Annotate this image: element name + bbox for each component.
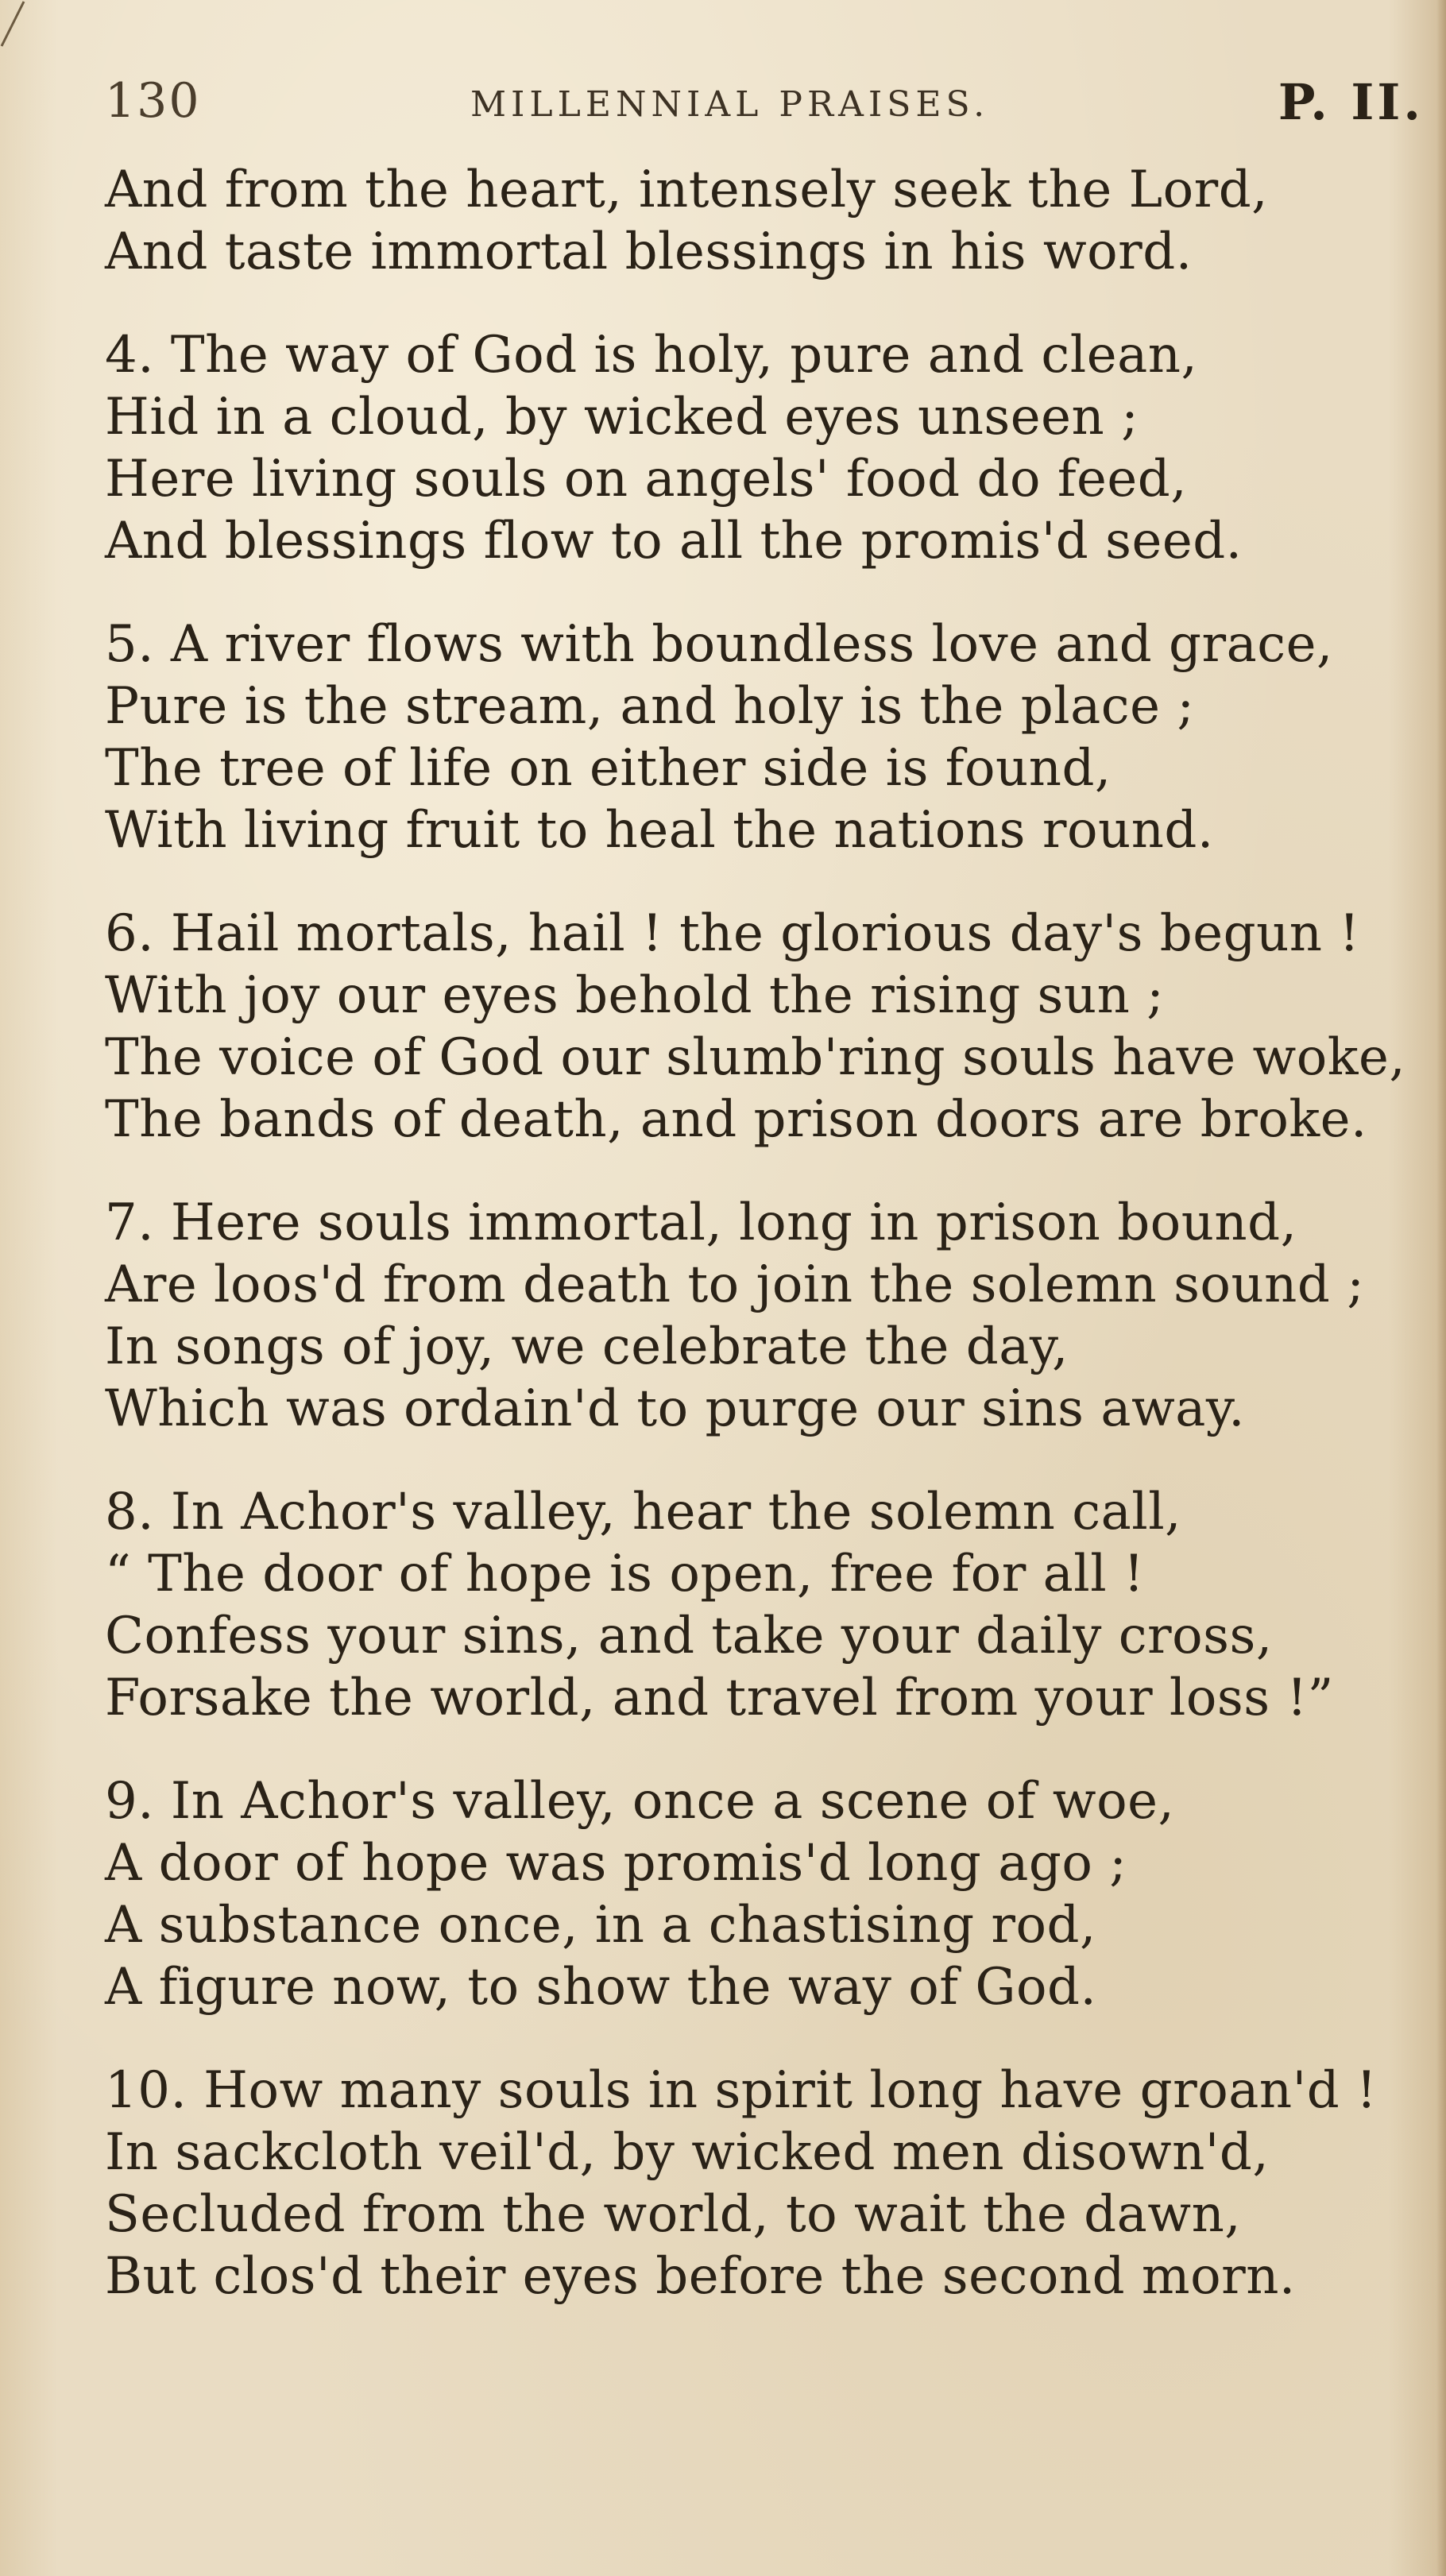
verse-line: 9. In Achor's valley, once a scene of woe,	[105, 1772, 1175, 1831]
part-label: P. II.	[1278, 73, 1424, 131]
verse-line: 6. Hail mortals, hail ! the glorious day's begun !	[105, 904, 1360, 963]
page-edge-shadow	[1436, 0, 1446, 2576]
verse-line: A figure now, to show the way of God.	[105, 1958, 1097, 2017]
stanza-7	[105, 1192, 1424, 1440]
stanza-8	[105, 1481, 1424, 1729]
hymn-text	[105, 159, 1424, 2349]
verse-line: 4. The way of God is holy, pure and clean,	[105, 326, 1198, 385]
verse-line: Are loos'd from death to join the solemn sound ;	[105, 1255, 1365, 1314]
verse-line: In songs of joy, we celebrate the day,	[105, 1317, 1069, 1376]
verse-line: And taste immortal blessings in his word.	[105, 222, 1193, 281]
verse-line: Which was ordain'd to purge our sins away.	[105, 1379, 1245, 1438]
verse-line: A substance once, in a chastising rod,	[105, 1896, 1096, 1955]
running-title: MILLENNIAL PRAISES.	[470, 84, 990, 125]
page-corner-mark	[0, 0, 40, 48]
verse-line: Hid in a cloud, by wicked eyes unseen ;	[105, 388, 1139, 447]
verse-line: The tree of life on either side is found,	[105, 739, 1112, 798]
verse-line: Forsake the world, and travel from your loss !”	[105, 1669, 1334, 1727]
stanza-4	[105, 324, 1424, 572]
verse-line: 8. In Achor's valley, hear the solemn call,	[105, 1483, 1181, 1541]
stanza-9	[105, 1770, 1424, 2018]
verse-line: Confess your sins, and take your daily cross,	[105, 1607, 1273, 1665]
verse-line: Secluded from the world, to wait the dawn,	[105, 2185, 1242, 2244]
stanza-6	[105, 903, 1424, 1151]
verse-line: In sackcloth veil'd, by wicked men disown'd,	[105, 2123, 1270, 2182]
verse-line: With living fruit to heal the nations round.	[105, 801, 1214, 860]
verse-line: The bands of death, and prison doors are broke.	[105, 1090, 1367, 1149]
verse-line: But clos'd their eyes before the second morn.	[105, 2247, 1296, 2306]
verse-line: 5. A river flows with boundless love and grace,	[105, 615, 1333, 674]
verse-line: The voice of God our slumb'ring souls have woke,	[105, 1028, 1406, 1087]
verse-line: A door of hope was promis'd long ago ;	[105, 1834, 1127, 1893]
verse-line: Here living souls on angels' food do feed,	[105, 450, 1188, 509]
verse-line: 10. How many souls in spirit long have groan'd !	[105, 2061, 1378, 2120]
verse-line: With joy our eyes behold the rising sun ;	[105, 966, 1165, 1025]
verse-line: Pure is the stream, and holy is the place ;	[105, 677, 1195, 736]
verse-line: And from the heart, intensely seek the Lord,	[105, 161, 1268, 219]
stanza-10	[105, 2060, 1424, 2307]
stanza-5	[105, 613, 1424, 861]
stanza-continuation	[105, 159, 1424, 283]
verse-line: “ The door of hope is open, free for all !	[105, 1545, 1145, 1603]
verse-line: 7. Here souls immortal, long in prison bound,	[105, 1193, 1297, 1252]
verse-line: And blessings flow to all the promis'd seed.	[105, 512, 1243, 571]
page-number: 130	[105, 73, 201, 129]
page-header	[105, 73, 1424, 137]
